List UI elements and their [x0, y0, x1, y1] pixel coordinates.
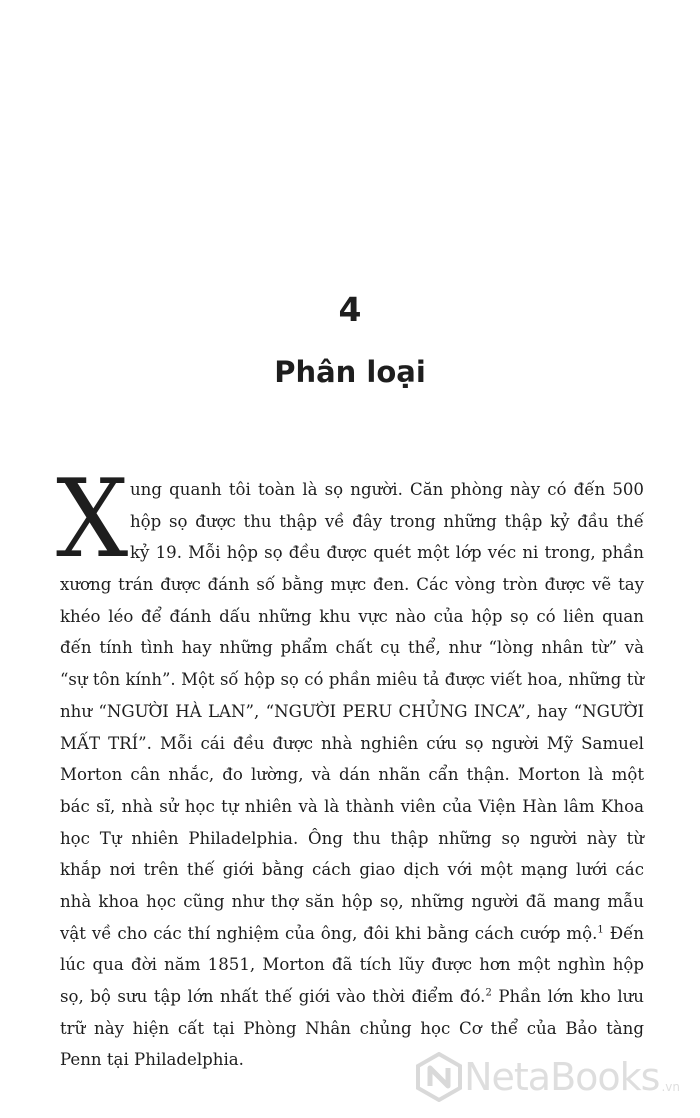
drop-cap: X	[56, 457, 129, 582]
text-line: khéo léo để đánh dấu những khu vực nào của hộp sọ có liên quan	[60, 606, 644, 626]
netabooks-logo-icon	[414, 1052, 464, 1102]
chapter-title: Phân loại	[274, 355, 426, 389]
footnote-marker[interactable]: 1	[597, 924, 604, 936]
text-segment: vật về cho các thí nghiệm của ông, đôi khi bằng cách cướp mộ.	[60, 923, 598, 943]
watermark	[414, 1052, 680, 1102]
text-line: khắp nơi trên thế giới bằng cách giao dịch với một mạng lưới các	[60, 860, 644, 880]
watermark-suffix: .vn	[661, 1080, 680, 1094]
text-line: MẤT TRÍ”. Mỗi cái đều được nhà nghiên cứu sọ người Mỹ Samuel	[60, 733, 644, 753]
watermark-brand: NetaBooks	[464, 1055, 660, 1099]
text-line: bác sĩ, nhà sử học tự nhiên và là thành viên của Viện Hàn lâm Khoa	[60, 796, 644, 816]
text-segment: Phần lớn kho lưu	[491, 987, 644, 1006]
text-line-with-footnote	[60, 981, 644, 1013]
text-line: lúc qua đời năm 1851, Morton đã tích lũy được hơn một nghìn hộp	[60, 955, 644, 975]
text-segment: Đến	[603, 923, 644, 943]
text-line: trữ này hiện cất tại Phòng Nhân chủng học Cơ thể của Bảo tàng	[60, 1018, 644, 1038]
chapter-number: 4	[338, 290, 362, 329]
text-line: hộp sọ được thu thập về đây trong những thập kỷ đầu thế	[130, 511, 644, 531]
text-line: nhà khoa học cũng như thợ săn hộp sọ, những người đã mang mẫu	[60, 891, 644, 911]
footnote-marker[interactable]: 2	[485, 987, 492, 999]
text-line: Penn tại Philadelphia.	[60, 1050, 244, 1070]
text-line: học Tự nhiên Philadelphia. Ông thu thập những sọ người này từ	[60, 828, 644, 848]
body-paragraph	[60, 474, 644, 1076]
text-line: ung quanh tôi toàn là sọ người. Căn phòng này có đến 500	[130, 480, 644, 499]
text-line: xương trán được đánh số bằng mực đen. Các vòng tròn được vẽ tay	[60, 575, 644, 595]
text-line: Morton cân nhắc, đo lường, và dán nhãn cẩn thận. Morton là một	[60, 765, 644, 785]
text-line-with-footnote	[60, 918, 644, 950]
text-line: kỷ 19. Mỗi hộp sọ đều được quét một lớp véc ni trong, phần	[130, 543, 644, 563]
text-segment: sọ, bộ sưu tập lớn nhất thế giới vào thời điểm đó.	[60, 987, 486, 1006]
text-line: “sự tôn kính”. Một số hộp sọ có phần miêu tả được viết hoa, những từ	[60, 670, 644, 690]
text-line: như “NGƯỜI HÀ LAN”, “NGƯỜI PERU CHỦNG INCA”, hay “NGƯỜI	[60, 701, 644, 721]
text-line: đến tính tình hay những phẩm chất cụ thể, như “lòng nhân từ” và	[60, 638, 644, 658]
